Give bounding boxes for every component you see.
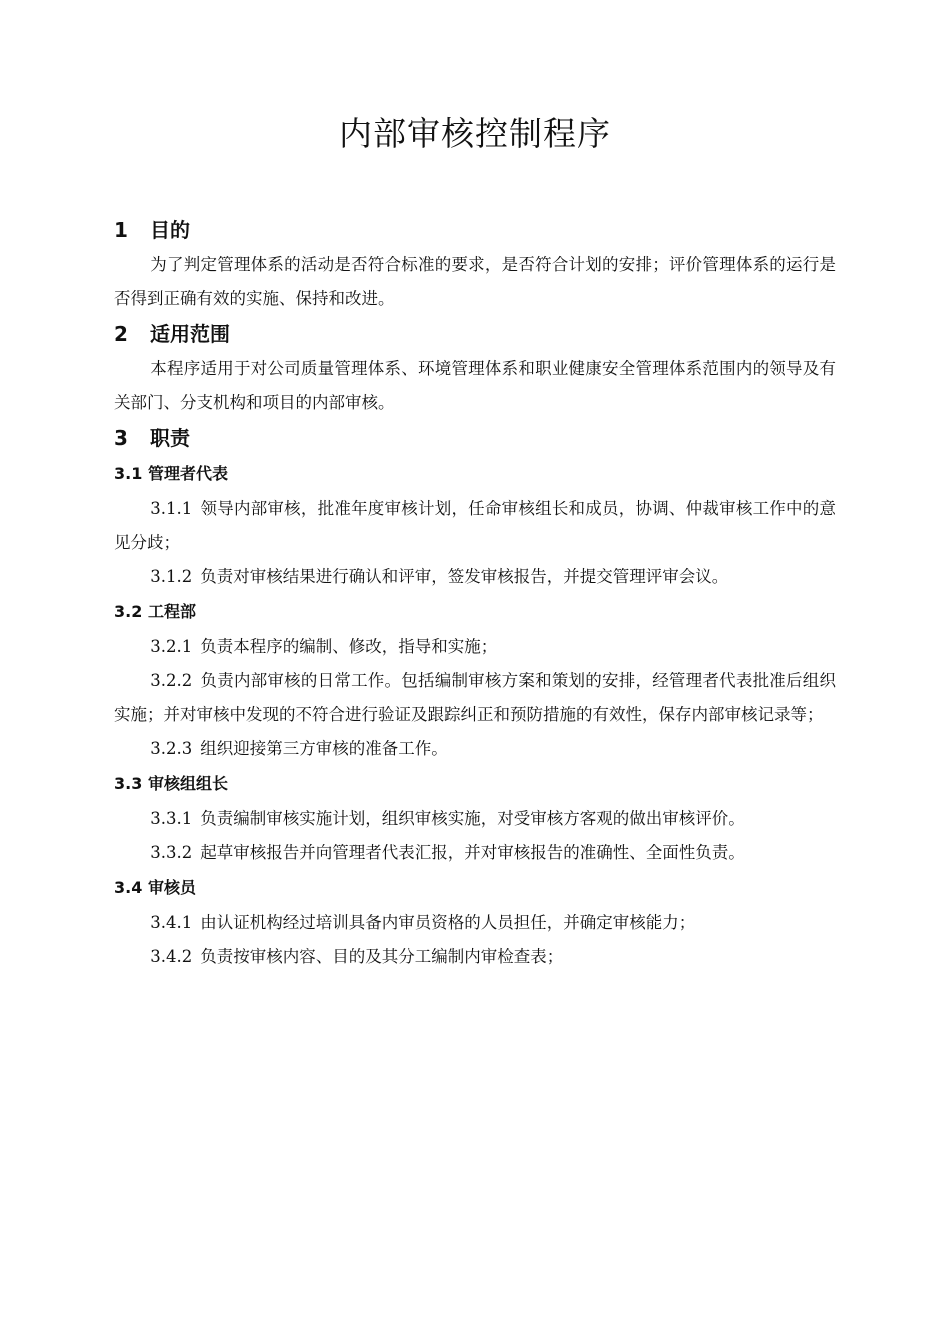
subsection-heading-3-1: [114, 456, 836, 492]
clause-item: [114, 492, 836, 560]
section-number: 3: [114, 426, 128, 450]
clause-number: 3.4.1: [150, 913, 193, 932]
section-heading-2: [114, 316, 836, 352]
subsection-number: 3.3: [114, 774, 143, 793]
section-heading-3: [114, 420, 836, 456]
clause-number: 3.3.2: [150, 843, 193, 862]
clause-item: [114, 732, 836, 766]
section-number: 2: [114, 322, 128, 346]
subsection-number: 3.4: [114, 878, 143, 897]
clause-item: [114, 664, 836, 732]
document-title: 内部审核控制程序: [339, 114, 611, 153]
subsection-title: 审核员: [148, 878, 197, 897]
clause-item: [114, 940, 836, 974]
clause-text: 由认证机构经过培训具备内审员资格的人员担任，并确定审核能力；: [200, 913, 696, 932]
section-number: 1: [114, 218, 128, 242]
clause-text: 负责内部审核的日常工作。包括编制审核方案和策划的安排，经管理者代表批准后组织实施；并对审核中发现的不符合进行验证及跟踪纠正和预防措施的有效性，保存内部审核记录等；: [114, 671, 836, 724]
clause-number: 3.1.1: [150, 499, 193, 518]
clause-text: 领导内部审核，批准年度审核计划，任命审核组长和成员，协调、仲裁审核工作中的意见分歧；: [114, 499, 836, 552]
section-paragraph: 本程序适用于对公司质量管理体系、环境管理体系和职业健康安全管理体系范围内的领导及有关部门、分支机构和项目的内部审核。: [114, 359, 836, 412]
clause-number: 3.1.2: [150, 567, 193, 586]
clause-text: 负责按审核内容、目的及其分工编制内审检查表；: [200, 947, 564, 966]
subsection-heading-3-4: [114, 870, 836, 906]
clause-text: 起草审核报告并向管理者代表汇报，并对审核报告的准确性、全面性负责。: [200, 843, 745, 862]
clause-number: 3.2.2: [150, 671, 193, 690]
section-title: 职责: [150, 426, 190, 450]
section-paragraph: 为了判定管理体系的活动是否符合标准的要求，是否符合计划的安排；评价管理体系的运行是否得到正确有效的实施、保持和改进。: [114, 255, 836, 308]
clause-text: 负责本程序的编制、修改，指导和实施；: [200, 637, 498, 656]
section-title: 适用范围: [150, 322, 230, 346]
clause-text: 组织迎接第三方审核的准备工作。: [200, 739, 448, 758]
clause-text: 负责对审核结果进行确认和评审，签发审核报告，并提交管理评审会议。: [200, 567, 729, 586]
clause-item: [114, 906, 836, 940]
clause-number: 3.2.3: [150, 739, 193, 758]
subsection-number: 3.2: [114, 602, 143, 621]
clause-number: 3.4.2: [150, 947, 193, 966]
clause-item: [114, 560, 836, 594]
subsection-title: 审核组组长: [148, 774, 229, 793]
clause-item: [114, 802, 836, 836]
clause-number: 3.2.1: [150, 637, 193, 656]
subsection-title: 管理者代表: [148, 464, 229, 483]
subsection-title: 工程部: [148, 602, 197, 621]
clause-text: 负责编制审核实施计划，组织审核实施，对受审核方客观的做出审核评价。: [200, 809, 745, 828]
clause-item: [114, 630, 836, 664]
section-heading-1: [114, 212, 836, 248]
subsection-heading-3-3: [114, 766, 836, 802]
subsection-number: 3.1: [114, 464, 143, 483]
document-body: [114, 212, 836, 974]
clause-number: 3.3.1: [150, 809, 193, 828]
subsection-heading-3-2: [114, 594, 836, 630]
section-title: 目的: [150, 218, 190, 242]
clause-item: [114, 836, 836, 870]
